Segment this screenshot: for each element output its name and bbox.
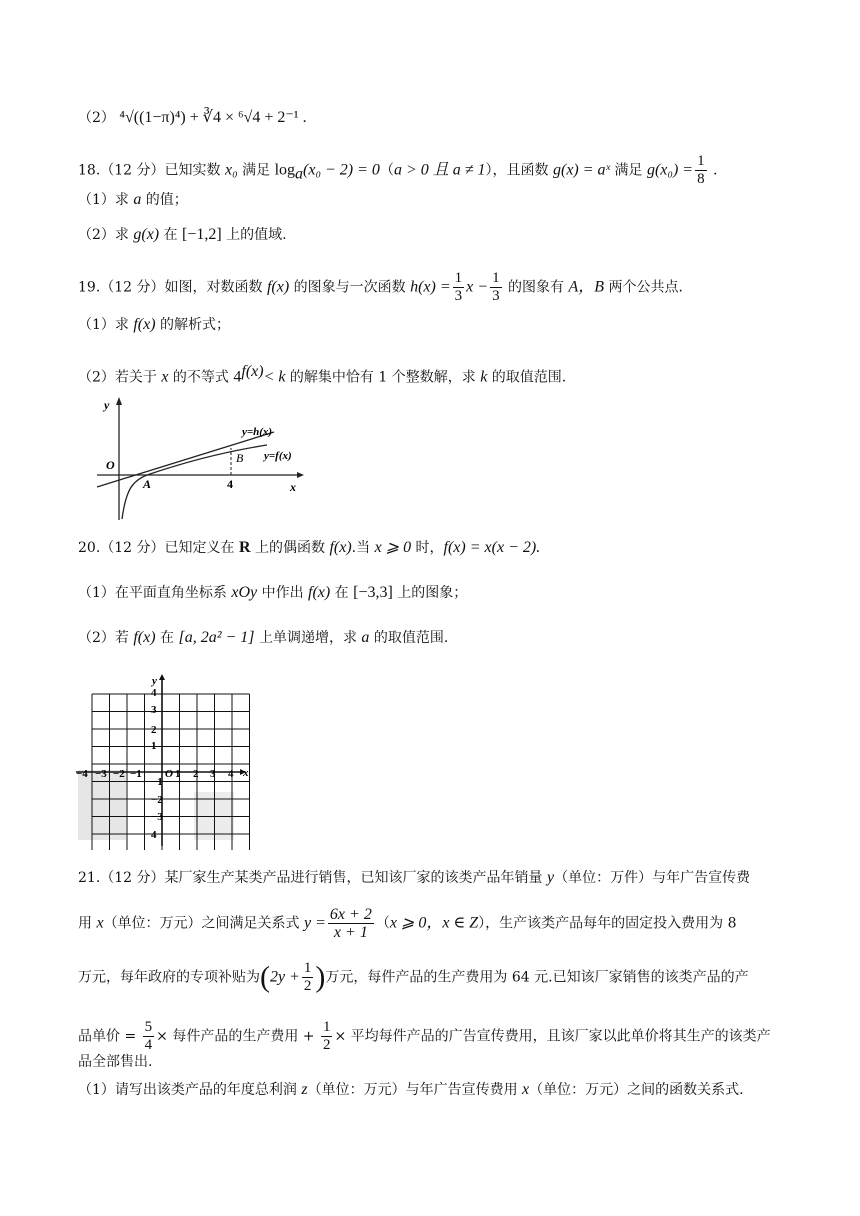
q21-part1: （1）请写出该类产品的年度总利润 z（单位：万元）与年广告宣传费用 x（单位：万元）之间的函数关系式. [78, 1081, 744, 1098]
watermark-shape [78, 770, 126, 840]
fraction-five-fourths: $\frac{5}{4}$ [144, 1019, 153, 1053]
y-tick-label: 1 [151, 740, 157, 752]
x-axis-arrow [297, 472, 304, 478]
x-tick-label: 4 [228, 768, 234, 780]
origin-label: O [106, 458, 115, 472]
point-A-label: A [143, 477, 152, 491]
y-axis-label: y [104, 398, 110, 412]
y-tick-label: −1 [151, 776, 163, 788]
q21-line2: 用 x（单位：万元）之间满足关系式 y = $\frac{6x + 2}{x + 1}$ （x ⩾ 0，x ∈ Z），生产该类产品每年的固定投入费用为 8 [78, 906, 737, 941]
line-h [97, 432, 274, 487]
q20-grid [74, 672, 254, 850]
point-B-label: B [236, 451, 244, 465]
q21-line4: 品单价 = $\frac{5}{4}$ × 每件产品的生产费用 + $\frac{1}{2}$ × 平均每件产品的广告宣传费用，且该厂家以此单价将其生产的该类产 [78, 1019, 771, 1053]
y-axis-arrow [116, 397, 122, 405]
x-tick-label: −4 [76, 768, 88, 780]
q19-part2: （2）若关于 x 的不等式 $4^{f(x)}< k$ 的解集中恰有 1 个整数解，求 k 的取值范围. [78, 363, 567, 386]
fraction-half-b: $\frac{1}{2}$ [322, 1019, 331, 1053]
radical-expression: ⁴√((1−π)⁴) + ∛4 × ⁶√4 + 2⁻¹ . [119, 109, 307, 126]
fraction-one-third-a: $\frac{1}{3}$ [454, 270, 463, 304]
q21-line1: 21.（12 分）某厂家生产某类产品进行销售，已知该厂家的该类产品年销量 y（单位：万件）与年广告宣传费 [78, 869, 751, 886]
q19-stem: 19.（12 分）如图，对数函数 f(x) 的图象与一次函数 h(x) = $\frac{1}{3}$ x − $\frac{1}{3}$ 的图象有 A，B 两个公共点. [78, 270, 683, 304]
x-tick-label: −1 [130, 768, 142, 780]
x-tick-label: −2 [113, 768, 125, 780]
x-axis-label: x [243, 767, 249, 779]
fraction-sales: $\frac{6x + 2}{x + 1}$ [329, 906, 372, 941]
part-label: （2） [78, 110, 115, 126]
y-tick-label: −2 [151, 794, 163, 806]
y-axis-arrow [159, 674, 165, 680]
y-tick-label: 2 [151, 724, 157, 736]
x-tick-label: 1 [175, 768, 181, 780]
q18-part2: （2）求 g(x) 在 [−1,2] 上的值域. [78, 226, 287, 243]
q19-part1: （1）求 f(x) 的解析式； [78, 316, 231, 333]
h-curve-label: y=h(x) [242, 426, 273, 438]
q18-part1: （1）求 a 的值； [78, 191, 188, 208]
y-tick-label: −3 [151, 811, 163, 823]
y-tick-label: 4 [151, 687, 157, 699]
q20-part1: （1）在平面直角坐标系 xOy 中作出 f(x) 在 [−3,3] 上的图象； [78, 584, 468, 601]
q21-line3: 万元，每年政府的专项补贴为(2y + $\frac{1}{2}$ )万元，每件产品的生产费用为 64 元.已知该厂家销售的该类产品的产 [78, 960, 749, 994]
y-tick-label: 3 [151, 704, 157, 716]
q21-line5: 品全部售出. [78, 1054, 153, 1070]
f-curve-label: y=f(x) [264, 450, 292, 462]
q18-stem: 18.（12 分）已知实数 x₀ 满足 $\log_a(x_0 - 2) = 0(a > 0$ 且 a ≠ 1），且函数 g(x) = aˣ 满足 g(x₀) = $\frac{1}{8}$ . [78, 153, 718, 187]
origin-label: O [165, 768, 173, 780]
q20-stem: 20.（12 分）已知定义在 R 上的偶函数 f(x).当 x ⩾ 0 时，f(x) = x(x − 2). [78, 539, 541, 556]
fraction-one-third-b: $\frac{1}{3}$ [492, 270, 500, 304]
q17-part2 [78, 108, 307, 128]
x-tick-label: 3 [210, 768, 216, 780]
x-axis-label: x [290, 480, 296, 494]
fraction-half-a: $\frac{1}{2}$ [303, 960, 312, 994]
x-tick-label: −3 [95, 768, 107, 780]
x-tick-label: 2 [193, 768, 199, 780]
y-axis-label: y [152, 675, 157, 687]
q20-part2: （2）若 f(x) 在 [a, 2a² − 1] 上单调递增，求 a 的取值范围. [78, 629, 449, 646]
tick-4-label: 4 [227, 477, 233, 491]
y-tick-label: 4 [151, 829, 157, 841]
fraction-one-eighth: $\frac{1}{8}$ [697, 153, 705, 187]
q19-graph [92, 395, 307, 525]
